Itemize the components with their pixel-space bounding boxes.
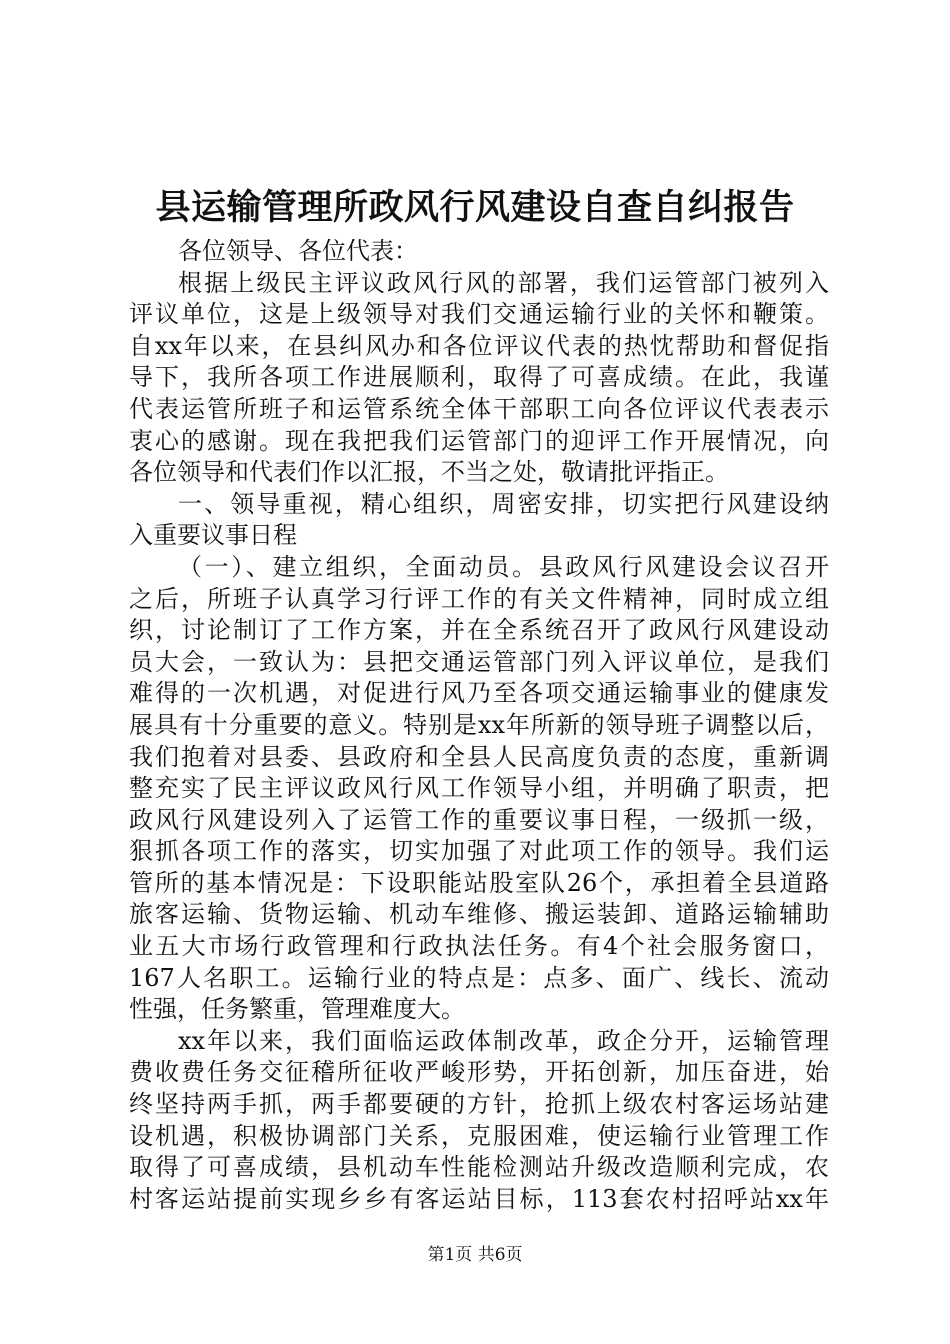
text-line: 设机遇，积极协调部门关系，克服困难，使运输行业管理工作 [129, 1121, 829, 1150]
text-line: 入重要议事日程 [129, 521, 297, 550]
text-line: 代表运管所班子和运管系统全体干部职工向各位评议代表表示 [129, 394, 829, 423]
text-line: 终坚持两手抓，两手都要硬的方针，抢抓上级农村客运场站建 [129, 1090, 829, 1119]
document-title: 县运输管理所政风行风建设自查自纠报告 [155, 187, 795, 228]
text-line: 各位领导和代表们作以汇报，不当之处，敬请批评指正。 [129, 458, 729, 487]
text-line: 性强，任务繁重，管理难度大。 [129, 995, 465, 1024]
text-line: xx年以来，我们面临运政体制改革，政企分开，运输管理 [178, 1026, 829, 1055]
text-line: 整充实了民主评议政风行风工作领导小组，并明确了职责，把 [129, 774, 829, 803]
text-line: 导下，我所各项工作进展顺利，取得了可喜成绩。在此，我谨 [129, 363, 829, 392]
text-line: 旅客运输、货物运输、机动车维修、搬运装卸、道路运输辅助 [129, 900, 829, 929]
text-line: 取得了可喜成绩，县机动车性能检测站升级改造顺利完成，农 [129, 1153, 829, 1182]
text-line: 难得的一次机遇，对促进行风乃至各项交通运输事业的健康发 [129, 679, 829, 708]
text-line: 各位领导、各位代表： [178, 237, 418, 265]
text-line: （一）、建立组织，全面动员。县政风行风建设会议召开 [178, 552, 829, 581]
text-line: 自xx年以来，在县纠风办和各位评议代表的热忱帮助和督促指 [129, 331, 829, 360]
text-line: 一、领导重视，精心组织，周密安排，切实把行风建设纳 [178, 489, 829, 518]
text-line: 狠抓各项工作的落实，切实加强了对此项工作的领导。我们运 [129, 837, 829, 866]
page-footer: 第1页 共6页 [427, 1245, 523, 1265]
text-line: 之后，所班子认真学习行评工作的有关文件精神，同时成立组 [129, 584, 829, 613]
text-line: 织，讨论制订了工作方案，并在全系统召开了政风行风建设动 [129, 616, 829, 645]
text-line: 管所的基本情况是：下设职能站股室队26个，承担着全县道路 [129, 868, 829, 897]
text-line: 167人名职工。运输行业的特点是：点多、面广、线长、流动 [129, 963, 829, 992]
text-line: 员大会，一致认为：县把交通运管部门列入评议单位，是我们 [129, 647, 829, 676]
text-line: 费收费任务交征稽所征收严峻形势，开拓创新，加压奋进，始 [129, 1058, 829, 1087]
text-line: 衷心的感谢。现在我把我们运管部门的迎评工作开展情况，向 [129, 426, 829, 455]
text-line: 政风行风建设列入了运管工作的重要议事日程，一级抓一级， [129, 805, 829, 834]
text-line: 村客运站提前实现乡乡有客运站目标，113套农村招呼站xx年 [129, 1184, 829, 1213]
text-line: 展具有十分重要的意义。特别是xx年所新的领导班子调整以后， [129, 710, 829, 739]
document-body [129, 236, 829, 1215]
text-line: 评议单位，这是上级领导对我们交通运输行业的关怀和鞭策。 [129, 300, 829, 329]
text-line: 根据上级民主评议政风行风的部署，我们运管部门被列入 [178, 268, 829, 297]
text-line: 我们抱着对县委、县政府和全县人民高度负责的态度，重新调 [129, 742, 829, 771]
text-line: 业五大市场行政管理和行政执法任务。有4个社会服务窗口， [129, 932, 829, 961]
